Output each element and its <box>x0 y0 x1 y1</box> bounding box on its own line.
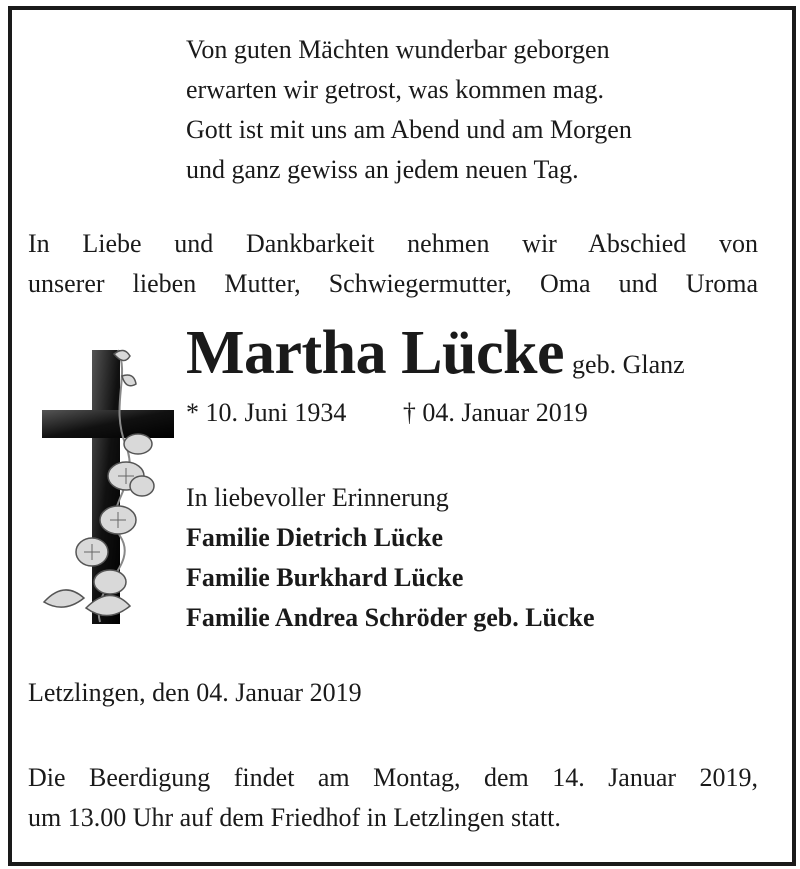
family-name: Familie Burkhard Lücke <box>186 563 464 592</box>
cross-with-flowers-icon <box>30 336 180 636</box>
funeral-line: Die Beerdigung findet am Montag, dem 14. Januar 2019, <box>28 763 758 792</box>
place-date: Letzlingen, den 04. Januar 2019 <box>28 678 362 707</box>
poem-line: Gott ist mit uns am Abend und am Morgen <box>186 115 632 144</box>
intro-text <box>28 224 758 304</box>
mourners <box>186 478 595 638</box>
maiden-name: geb. Glanz <box>572 350 685 379</box>
death-date: † 04. Januar 2019 <box>402 398 588 427</box>
birth-date: * 10. Juni 1934 <box>186 398 347 427</box>
intro-line: unserer lieben Mutter, Schwiegermutter, Oma und Uroma <box>28 269 758 298</box>
deceased-name: Martha Lücke <box>186 319 565 387</box>
intro-line: In Liebe und Dankbarkeit nehmen wir Abschied von <box>28 229 758 258</box>
mourners-heading: In liebevoller Erinnerung <box>186 483 449 512</box>
funeral-line: um 13.00 Uhr auf dem Friedhof in Letzlingen statt. <box>28 803 561 832</box>
family-name: Familie Andrea Schröder geb. Lücke <box>186 603 595 632</box>
poem-line: und ganz gewiss an jedem neuen Tag. <box>186 155 579 184</box>
poem <box>186 30 632 190</box>
deceased-name-line <box>186 318 685 389</box>
poem-line: erwarten wir getrost, was kommen mag. <box>186 75 605 104</box>
funeral-info <box>28 758 758 838</box>
life-dates <box>186 398 588 428</box>
poem-line: Von guten Mächten wunderbar geborgen <box>186 35 610 64</box>
family-name: Familie Dietrich Lücke <box>186 523 444 552</box>
